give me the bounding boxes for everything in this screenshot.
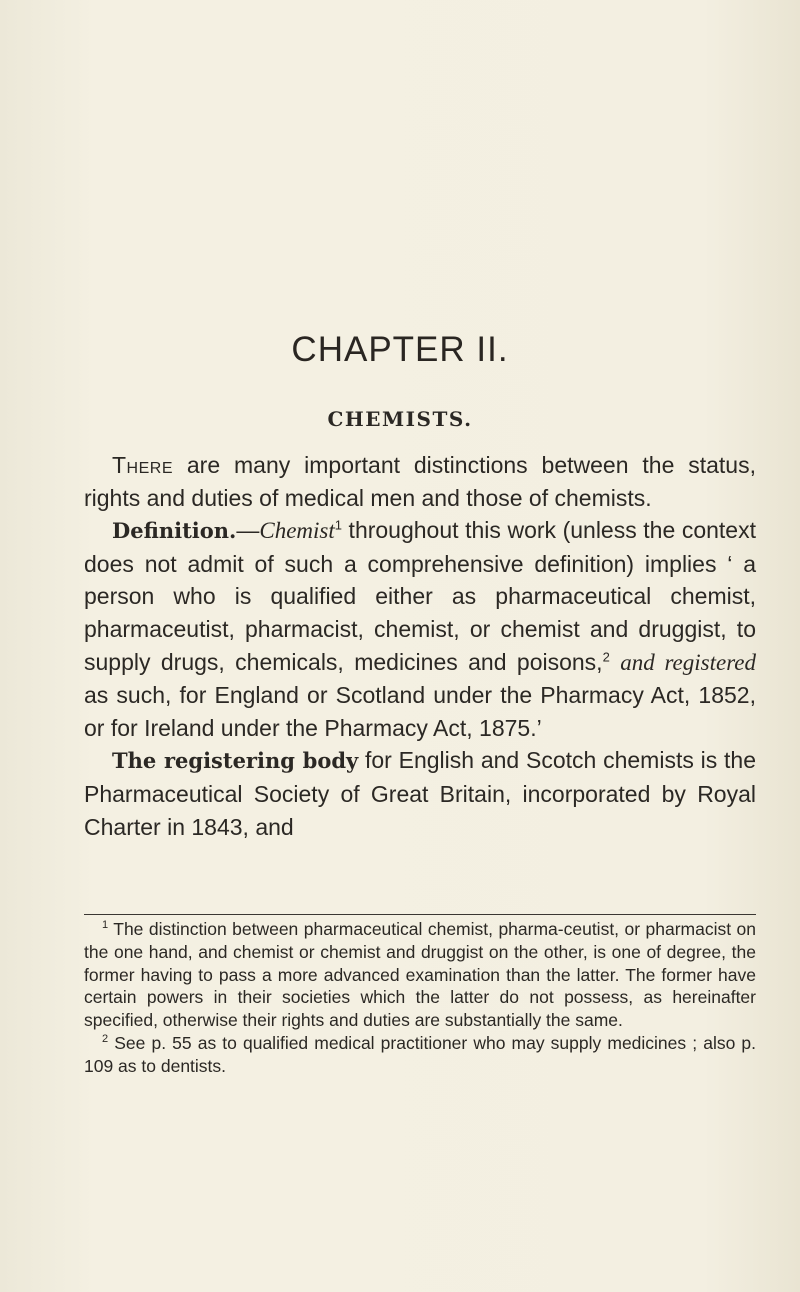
footnote-text-1: The distinction between pharmaceutical chemist, pharma-ceutist, or pharmacist on the one hand, and chemist or chemist and druggist on the other, is one of degree, the former having to pass a more advanced examination than the latter. The former have certain powers in their societies which the latter do not possess, as hereinafter specified, otherwise their rights and duties are substantially the same. [84, 919, 756, 1031]
footnote-marker-2: 2 [102, 1033, 109, 1046]
footnote-marker-1: 1 [102, 919, 109, 932]
footnote-divider [84, 914, 756, 915]
definition-dash: — [236, 517, 260, 544]
registering-paragraph [84, 744, 756, 843]
section-title: CHEMISTS. [327, 407, 473, 431]
definition-text-b: as such, for England or Scotland under the Pharmacy Act, 1852, or for Ireland under the Pharmacy Act, 1875.’ [84, 682, 756, 741]
intro-paragraph [84, 449, 756, 514]
footnote-ref-2: 2 [602, 648, 610, 664]
intro-text: are many important distinctions between the status, rights and duties of medical men and those of chemists. [84, 452, 756, 511]
footnotes [84, 918, 756, 1078]
footnote-text-2: See p. 55 as to qualified medical practitioner who may supply medicines ; also p. 109 as to dentists. [84, 1032, 756, 1076]
definition-paragraph [84, 514, 756, 744]
definition-text-a: throughout this work (unless the context does not admit of such a comprehensive definition) implies ‘ a person who is qualified either as pharmaceutical chemist, pharmaceutist, pharmacist, chemist, or chemist and druggist, to supply drugs, chemicals, medicines and poisons, [84, 517, 756, 675]
definition-heading: Definition. [112, 518, 237, 544]
intro-first-word: There [112, 452, 174, 478]
footnote-1 [84, 918, 756, 1032]
definition-term: Chemist [259, 518, 335, 544]
registering-text: for English and Scotch chemists is the Pharmaceutical Society of Great Britain, incorporated by Royal Charter in 1843, and [84, 747, 756, 840]
main-text [84, 449, 756, 843]
footnote-2 [84, 1032, 756, 1078]
chapter-title: CHAPTER II. [291, 330, 509, 369]
definition-emphasis: and registered [620, 649, 756, 675]
registering-heading: The registering body [112, 748, 359, 774]
footnote-ref-1: 1 [334, 517, 342, 533]
